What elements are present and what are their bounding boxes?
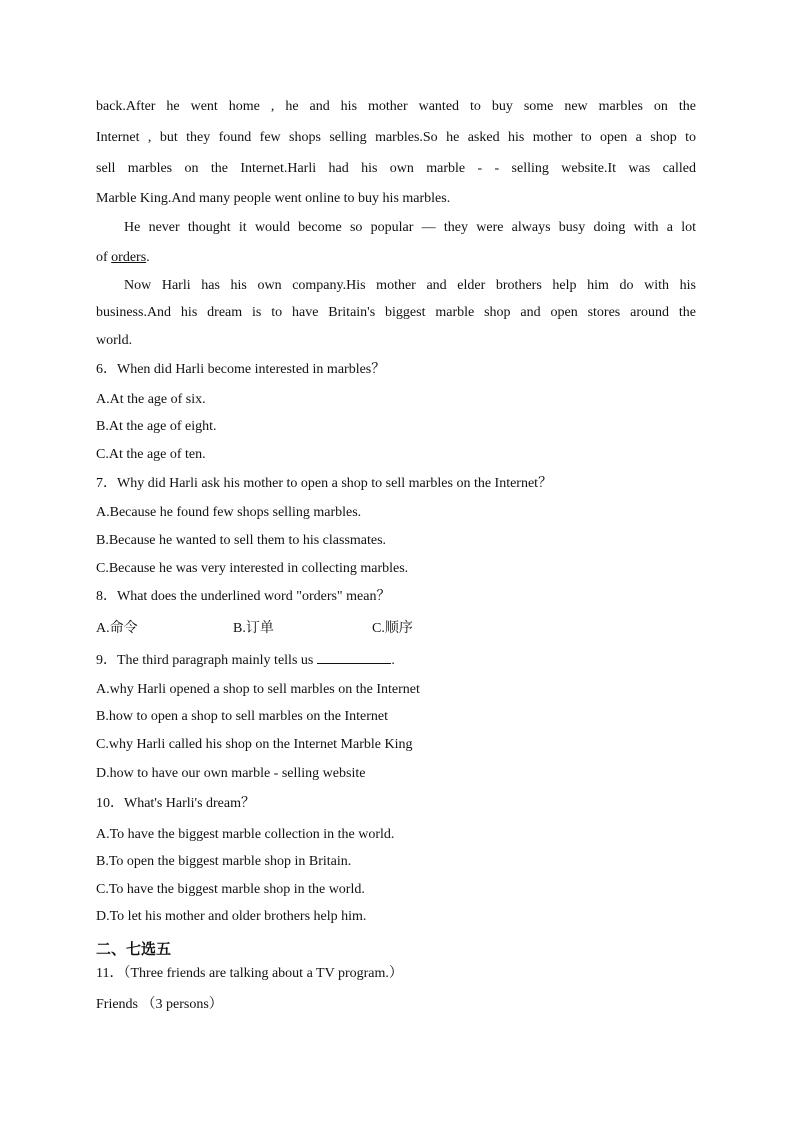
answer-option: C.To have the biggest marble shop in the world. <box>96 882 365 897</box>
question-stem: 7．Why did Harli ask his mother to open a shop to sell marbles on the Internet？ <box>96 476 553 491</box>
answer-option: B.how to open a shop to sell marbles on the Internet <box>96 709 388 724</box>
section-heading: 二、七选五 <box>96 942 172 958</box>
dialogue-cast: Friends （3 persons） <box>96 997 223 1012</box>
answer-option: A.At the age of six. <box>96 392 206 407</box>
answer-option: B.Because he wanted to sell them to his classmates. <box>96 533 387 548</box>
answer-option: B.To open the biggest marble shop in Britain. <box>96 854 352 869</box>
answer-option: A.To have the biggest marble collection in the world. <box>96 827 395 842</box>
passage-line: He never thought it would become so popular — they were always busy doing with a lot <box>124 220 696 235</box>
passage-line: back.After he went home , he and his mother wanted to buy some new marbles on the <box>96 99 696 114</box>
question-stem: 9．The third paragraph mainly tells us <box>96 653 314 668</box>
passage-line: business.And his dream is to have Britain's biggest marble shop and open stores around the <box>96 305 696 320</box>
answer-option: C.Because he was very interested in collecting marbles. <box>96 561 409 576</box>
answer-option: B.At the age of eight. <box>96 419 217 434</box>
answer-option: C.why Harli called his shop on the Internet Marble King <box>96 737 413 752</box>
passage-line: sell marbles on the Internet.Harli had his own marble - - selling website.It was called <box>96 161 696 176</box>
passage-line: Marble King.And many people went online to buy his marbles. <box>96 191 451 206</box>
question-stem-end: . <box>391 653 395 668</box>
passage-line <box>96 249 150 267</box>
answer-option: C.At the age of ten. <box>96 447 206 462</box>
passage-text: . <box>146 250 150 265</box>
question-stem-line <box>96 651 395 670</box>
passage-line: world. <box>96 333 133 348</box>
answer-blank <box>317 651 391 664</box>
answer-option: A.why Harli opened a shop to sell marbles on the Internet <box>96 682 420 697</box>
passage-text: of <box>96 250 112 265</box>
question-stem: 6．When did Harli become interested in marbles？ <box>96 362 386 377</box>
answer-option: D.how to have our own marble - selling website <box>96 766 366 781</box>
answer-option: A.Because he found few shops selling marbles. <box>96 505 362 520</box>
question-stem: 11．（Three friends are talking about a TV program.） <box>96 966 403 981</box>
answer-option: C.顺序 <box>372 621 413 636</box>
passage-line: Now Harli has his own company.His mother and elder brothers help him do with his <box>124 278 696 293</box>
answer-option: A.命令 <box>96 621 138 636</box>
passage-line: Internet , but they found few shops selling marbles.So he asked his mother to open a shop to <box>96 130 696 145</box>
question-stem: 8．What does the underlined word "orders" mean？ <box>96 589 391 604</box>
answer-option: D.To let his mother and older brothers help him. <box>96 909 367 924</box>
underlined-word: orders <box>111 250 147 265</box>
answer-option: B.订单 <box>233 621 274 636</box>
question-stem: 10．What's Harli's dream？ <box>96 796 256 811</box>
